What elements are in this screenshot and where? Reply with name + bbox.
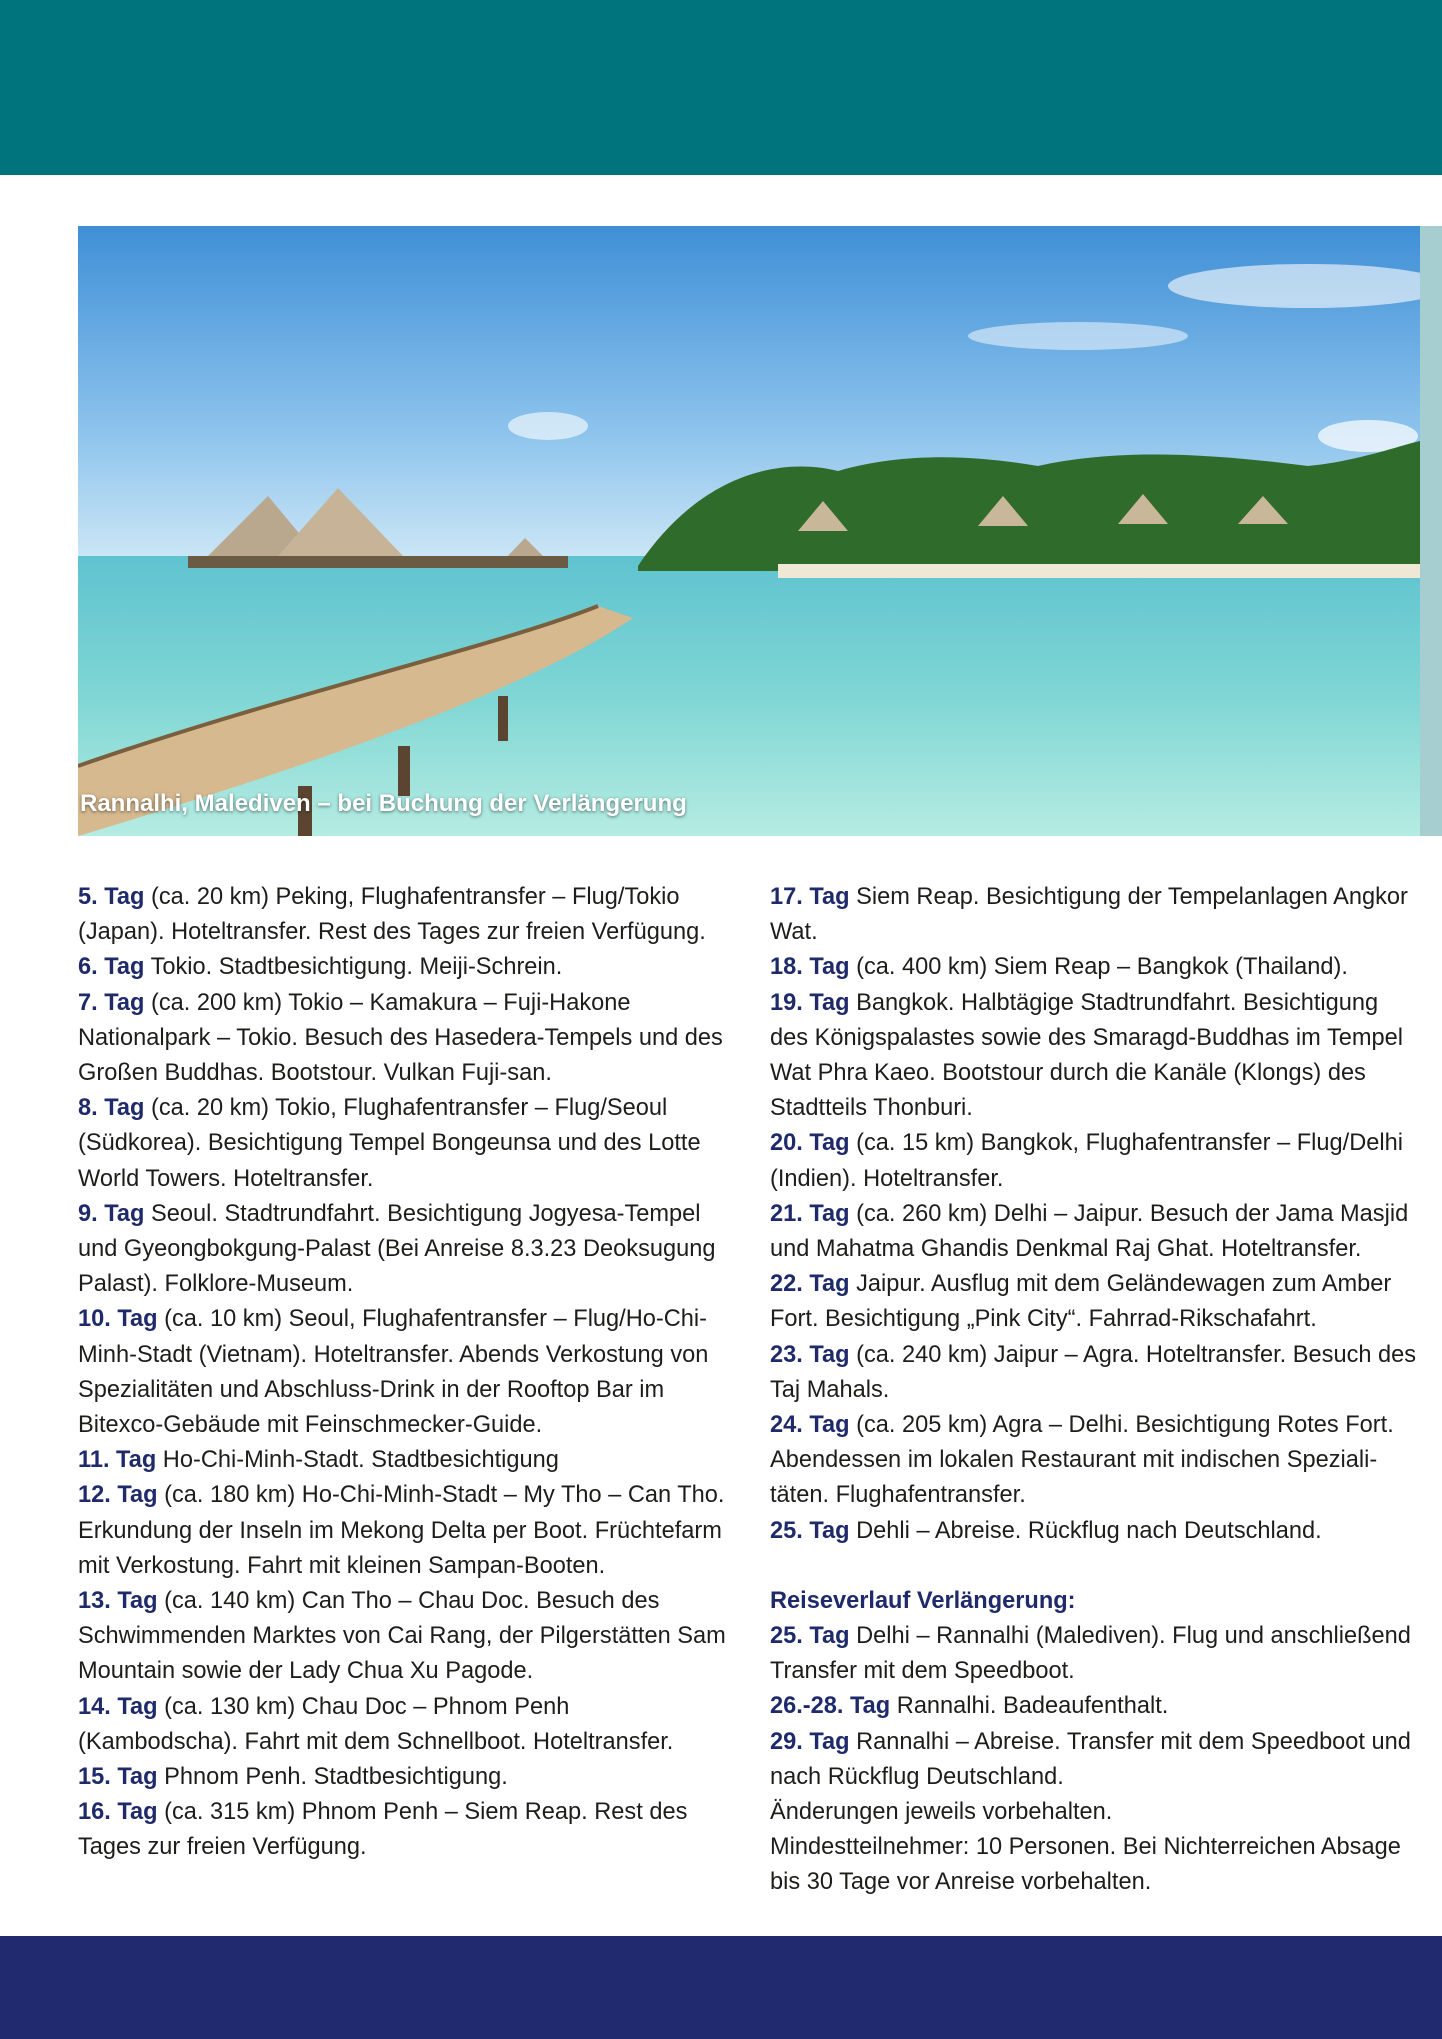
day-description: (ca. 315 km) Phnom Penh – Siem Reap. Rest des Tages zur freien Verfügung. [78, 1799, 688, 1861]
day-label: 24. Tag [770, 1412, 850, 1439]
day-label: 5. Tag [78, 884, 145, 910]
day-description: Bangkok. Halbtägige Stadtrundfahrt. Besichtigung des Königspalastes sowie des Smaragd-Buddhas im Tempel Wat Phra Kaeo. Bootstour durch die Kanäle (Klongs) des Stadtteils Thonburi. [770, 989, 1404, 1122]
day-label: 29. Tag [770, 1728, 850, 1755]
day-label: 20. Tag [770, 1130, 850, 1157]
changes-note: Änderungen jeweils vorbehalten. [770, 1799, 1113, 1826]
itinerary-entry [770, 1338, 1422, 1408]
itinerary-entry [770, 1267, 1422, 1337]
side-color-strip [1420, 226, 1442, 836]
day-label: 6. Tag [78, 954, 145, 981]
day-label: 21. Tag [770, 1200, 850, 1227]
photo-caption: Rannalhi, Malediven – bei Buchung der Verlängerung [80, 790, 687, 817]
day-label: 11. Tag [78, 1447, 157, 1474]
itinerary-entry [78, 1091, 732, 1197]
day-description: (ca. 130 km) Chau Doc – Phnom Penh (Kambodscha). Fahrt mit dem Schnellboot. Hoteltransfer. [78, 1693, 674, 1755]
hero-photo [78, 226, 1420, 836]
top-color-band [0, 0, 1442, 175]
day-label: 23. Tag [770, 1341, 850, 1368]
extension-heading: Reiseverlauf Verlängerung: [770, 1587, 1076, 1614]
day-description: Delhi – Rannalhi (Malediven). Flug und anschließend Transfer mit dem Speedboot. [770, 1623, 1411, 1685]
day-label: 19. Tag [770, 989, 850, 1016]
itinerary-entry [78, 1197, 732, 1303]
day-label: 25. Tag [770, 1517, 850, 1544]
itinerary-entry [78, 1690, 732, 1760]
day-label: 13. Tag [78, 1588, 158, 1615]
day-description: Dehli – Abreise. Rückflug nach Deutschland. [849, 1517, 1322, 1544]
itinerary-entry [78, 1443, 732, 1478]
day-label: 9. Tag [78, 1200, 145, 1227]
itinerary-entry [78, 1478, 732, 1584]
day-description: Siem Reap. Besichtigung der Tempelanlagen Angkor Wat. [770, 884, 1408, 946]
day-description: (ca. 180 km) Ho-Chi-Minh-Stadt – My Tho – Can Tho. Erkundung der Inseln im Mekong Delta per Boot. Früchtefarm mit Verkostung. Fahrt mit kleinen Sampan-Booten. [78, 1482, 725, 1579]
itinerary-entry [770, 1197, 1422, 1267]
bottom-color-band [0, 1936, 1442, 2039]
day-label: 14. Tag [78, 1693, 158, 1720]
itinerary-entry [78, 1760, 732, 1795]
day-description: Ho-Chi-Minh-Stadt. Stadtbesichtigung [156, 1447, 559, 1474]
day-description: Rannalhi. Badeaufenthalt. [890, 1693, 1169, 1720]
itinerary-entry [78, 986, 732, 1092]
day-description: (ca. 20 km) Tokio, Flughafentransfer – Flug/Seoul (Südkorea). Besichtigung Tempel Bongeunsa und des Lotte World Towers. Hoteltransfer. [78, 1095, 701, 1192]
day-label: 15. Tag [78, 1764, 158, 1791]
day-label: 17. Tag [770, 884, 850, 910]
itinerary-entry [78, 1584, 732, 1690]
day-label: 22. Tag [770, 1271, 850, 1298]
day-description: (ca. 200 km) Tokio – Kamakura – Fuji-Hakone Nationalpark – Tokio. Besuch des Hasedera-Tempels und des Großen Buddhas. Bootstour. Vulkan Fuji-san. [78, 989, 723, 1087]
day-description: (ca. 20 km) Peking, Flughafentransfer – Flug/Tokio (Japan). Hoteltransfer. Rest des Tages zur freien Verfügung. [78, 884, 706, 946]
day-description: (ca. 260 km) Delhi – Jaipur. Besuch der Jama Masjid und Mahatma Ghandis Denkmal Raj Ghat. Hoteltransfer. [770, 1200, 1409, 1263]
day-description: (ca. 10 km) Seoul, Flughafentransfer – Flug/Ho-Chi-Minh-Stadt (Vietnam). Hoteltransfer. Abends Verkostung von Spezialitäten und Abschluss-Drink in der Rooftop Bar im Bitexco-Gebäude mit Feinschmecker-Guide. [78, 1306, 709, 1439]
day-label: 25. Tag [770, 1623, 850, 1650]
minimum-participants-note: Mindestteilnehmer: 10 Personen. Bei Nichterreichen Absage bis 30 Tage vor Anreise vorbehalten. [770, 1834, 1401, 1896]
itinerary-entry [78, 880, 732, 950]
day-label: 8. Tag [78, 1095, 145, 1122]
section-spacer [770, 1549, 1422, 1584]
itinerary-entry [78, 1795, 732, 1865]
day-label: 7. Tag [78, 989, 145, 1016]
day-description: (ca. 15 km) Bangkok, Flughafentransfer – Flug/Delhi (Indien). Hoteltransfer. [770, 1130, 1403, 1192]
itinerary-entry [770, 1126, 1422, 1196]
day-description: (ca. 240 km) Jaipur – Agra. Hoteltransfer. Besuch des Taj Mahals. [770, 1341, 1417, 1403]
itinerary-entry [78, 1302, 732, 1443]
itinerary-entry [770, 1689, 1422, 1724]
day-description: Rannalhi – Abreise. Transfer mit dem Speedboot und nach Rückflug Deutschland. [770, 1728, 1411, 1790]
itinerary-left-column [78, 880, 732, 1866]
day-label: 16. Tag [78, 1799, 158, 1826]
day-label: 12. Tag [78, 1482, 158, 1509]
day-description: (ca. 400 km) Siem Reap – Bangkok (Thailand). [849, 954, 1348, 981]
day-label: 18. Tag [770, 954, 850, 981]
itinerary-entry [770, 986, 1422, 1127]
day-description: Seoul. Stadtrundfahrt. Besichtigung Jogyesa-Tempel und Gyeongbokgung-Palast (Bei Anreise 8.3.23 Deoksugung Palast). Folklore-Museum. [78, 1200, 716, 1298]
maldives-photo-illustration [78, 226, 1420, 836]
day-description: (ca. 205 km) Agra – Delhi. Besichtigung Rotes Fort. Abendessen im lokalen Restaurant mit indischen Speziali-täten. Flughafentransfer. [770, 1412, 1394, 1509]
itinerary-entry [770, 880, 1422, 950]
itinerary-right-column [770, 880, 1422, 1901]
itinerary-entry [770, 950, 1422, 985]
day-description: (ca. 140 km) Can Tho – Chau Doc. Besuch des Schwimmenden Marktes von Cai Rang, der Pilgerstätten Sam Mountain sowie der Lady Chua Xu Pagode. [78, 1588, 726, 1685]
itinerary-entry [78, 950, 732, 985]
day-label: 26.-28. Tag [770, 1693, 891, 1720]
day-description: Phnom Penh. Stadtbesichtigung. [157, 1764, 508, 1791]
day-description: Tokio. Stadtbesichtigung. Meiji-Schrein. [144, 954, 563, 981]
day-label: 10. Tag [78, 1306, 158, 1333]
itinerary-entry [770, 1725, 1422, 1795]
itinerary-entry [770, 1408, 1422, 1514]
itinerary-entry [770, 1514, 1422, 1549]
itinerary-entry [770, 1619, 1422, 1689]
day-description: Jaipur. Ausflug mit dem Geländewagen zum Amber Fort. Besichtigung „Pink City“. Fahrrad-Rikschafahrt. [770, 1271, 1392, 1333]
